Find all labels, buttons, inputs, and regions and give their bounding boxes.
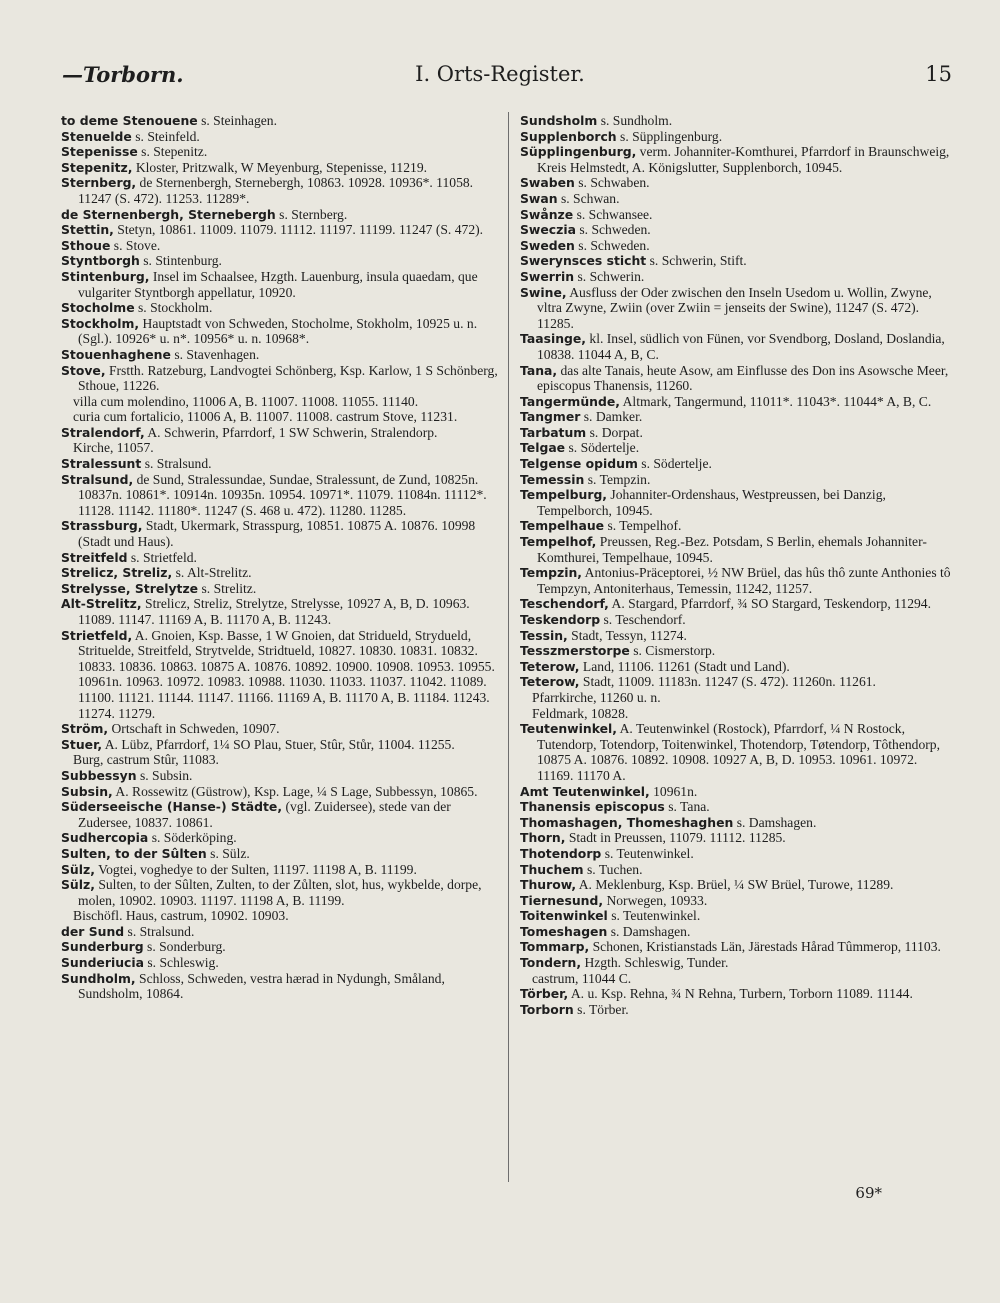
entry-text: s. Sundholm. <box>597 113 673 128</box>
entry-text: s. Tana. <box>664 799 710 815</box>
index-entry <box>520 784 953 800</box>
entry-text: A. Lübz, Pfarrdorf, 1¼ SO Plau, Stuer, Stûr, Stůr, 11004. 11255. <box>102 736 455 752</box>
entry-text: Stetyn, 10861. 11009. 11079. 11112. 11197. 11199. 11247 (S. 472). <box>113 222 484 238</box>
index-entry <box>520 908 953 924</box>
entry-headword: Sundsholm <box>520 113 598 128</box>
entry-text: Sulten, to der Sûlten, Zulten, to der Zůlten, slot, hus, wykbelde, dorpe, molen, 10902. 10903. 11197. 11198 A, B. 11199. <box>78 877 482 908</box>
entry-text: s. Söderköping. <box>148 830 237 846</box>
entry-headword: Streitfeld <box>61 549 128 565</box>
index-entry <box>61 784 499 800</box>
index-subentry: curia cum fortalicio, 11006 A, B. 11007. 11008. castrum Stove, 11231. <box>73 409 458 425</box>
index-entry <box>520 721 953 783</box>
entry-headword: Stockholm, <box>61 315 140 331</box>
entry-text: A. Meklenburg, Ksp. Brüel, ¼ SW Brüel, Turowe, 11289. <box>576 877 894 893</box>
index-entry <box>61 550 499 566</box>
index-entry <box>520 440 953 456</box>
entry-text: s. Tuchen. <box>583 861 643 877</box>
entry-headword: Tarbatum <box>520 424 587 440</box>
entry-headword: to deme Stenouene <box>61 113 198 128</box>
index-entry <box>520 628 953 644</box>
entry-text: s. Stralsund. <box>141 456 212 472</box>
index-entry <box>520 846 953 862</box>
entry-headword: Thorn, <box>520 830 566 846</box>
index-entry <box>61 737 499 753</box>
index-entry <box>520 331 953 362</box>
index-entry <box>520 986 953 1002</box>
entry-headword: Toitenwinkel <box>520 908 608 924</box>
printer-signature: 69* <box>855 1184 882 1202</box>
entry-headword: Stepenisse <box>61 144 138 160</box>
entry-headword: Strelysse, Strelytze <box>61 580 199 596</box>
entry-headword: Sternberg, <box>61 175 137 191</box>
entry-headword: Stintenburg, <box>61 268 150 284</box>
index-entry <box>61 830 499 846</box>
index-subentry: castrum, 11044 C. <box>532 970 632 986</box>
index-entry <box>520 877 953 893</box>
index-entry <box>61 316 499 347</box>
entry-headword: Strelicz, Streliz, <box>61 565 173 581</box>
entry-headword: Tessin, <box>520 627 568 643</box>
entry-headword: Stralendorf, <box>61 424 145 440</box>
index-entry <box>61 425 499 441</box>
index-entry <box>520 472 953 488</box>
index-entry <box>520 596 953 612</box>
index-entry <box>61 596 499 627</box>
entry-headword: Sunderiucia <box>61 955 144 971</box>
entry-text: s. Teutenwinkel. <box>601 845 694 861</box>
entry-text: Antonius-Präceptorei, ½ NW Brüel, das hûs thô zunte Anthonies tô Tempzyn, Antoniterhaus, Temessin, 11242, 11257. <box>537 565 951 596</box>
entry-text: s. Stockholm. <box>134 300 213 316</box>
index-entry <box>61 768 499 784</box>
entry-headword: Sulten, to der Sûlten <box>61 845 207 861</box>
index-entry <box>61 518 499 549</box>
index-entry <box>520 534 953 565</box>
entry-text: s. Dorpat. <box>586 424 643 440</box>
index-entry <box>520 456 953 472</box>
entry-headword: Teschendorf, <box>520 596 609 612</box>
entry-headword: Swerrin <box>520 268 575 284</box>
entry-headword: Stocholme <box>61 300 135 316</box>
index-entry <box>61 300 499 316</box>
index-entry <box>61 113 499 129</box>
index-entry <box>520 363 953 394</box>
entry-headword: Alt-Strelitz, <box>61 596 142 612</box>
entry-headword: Teterow, <box>520 674 580 690</box>
entry-headword: Strietfeld, <box>61 627 133 643</box>
entry-headword: Swan <box>520 190 558 206</box>
entry-headword: Sweczia <box>520 222 576 238</box>
entry-headword: Telgense opidum <box>520 456 638 472</box>
index-entry <box>520 939 953 955</box>
entry-headword: Teskendorp <box>520 612 601 627</box>
entry-headword: Süpplingenburg, <box>520 144 637 160</box>
entry-headword: Temessin <box>520 471 585 487</box>
entry-headword: Sunderburg <box>61 939 144 955</box>
index-entry <box>61 238 499 254</box>
index-entry <box>520 207 953 223</box>
entry-text: Stadt, Tessyn, 11274. <box>567 627 687 643</box>
index-subentry: Bischöfl. Haus, castrum, 10902. 10903. <box>73 908 289 924</box>
index-entry <box>520 830 953 846</box>
entry-headword: Thomashagen, Thomeshaghen <box>520 814 734 830</box>
index-entry <box>520 487 953 518</box>
entry-headword: Stouenhaghene <box>61 346 171 362</box>
index-entry <box>61 971 499 1002</box>
entry-text: s. Södertelje. <box>637 456 712 472</box>
entry-text: s. Sülz. <box>206 845 250 861</box>
page-number: 15 <box>925 62 952 86</box>
index-entry <box>520 113 953 129</box>
entry-headword: Tangermünde, <box>520 393 620 409</box>
entry-text: s. Tempelhof. <box>604 518 682 534</box>
entry-text: s. Damshagen. <box>733 814 817 830</box>
index-entry <box>61 862 499 878</box>
index-subentry: Burg, castrum Stûr, 11083. <box>73 752 219 768</box>
index-entry <box>520 285 953 332</box>
entry-text: Frstth. Ratzeburg, Landvogtei Schönberg, Ksp. Karlow, 1 S Schönberg, Sthoue, 11226. <box>78 362 498 394</box>
index-entry <box>520 129 953 145</box>
index-subentry: villa cum molendino, 11006 A, B. 11007. 11008. 11055. 11140. <box>73 393 419 409</box>
entry-headword: Sweden <box>520 237 575 253</box>
entry-text: Stadt in Preussen, 11079. 11112. 11285. <box>565 830 786 846</box>
index-entry <box>61 363 499 394</box>
entry-text: Land, 11106. 11261 (Stadt und Land). <box>579 658 790 674</box>
entry-text: kl. Insel, südlich von Fünen, vor Svendborg, Dosland, Doslandia, 10838. 11044 A, B, C. <box>537 331 945 362</box>
entry-text: 10961n. <box>649 783 698 799</box>
entry-headword: Stenuelde <box>61 128 132 144</box>
index-entry <box>61 144 499 160</box>
entry-text: s. Strietfeld. <box>127 549 197 565</box>
entry-headword: Tondern, <box>520 955 582 971</box>
index-entry <box>520 955 953 971</box>
index-entry <box>520 893 953 909</box>
entry-headword: Törber, <box>520 986 569 1002</box>
index-entry <box>61 207 499 223</box>
entry-text: s. Schweden. <box>574 237 650 253</box>
entry-text: Kloster, Pritzwalk, W Meyenburg, Stepenisse, 11219. <box>132 159 428 175</box>
index-entry <box>61 129 499 145</box>
index-entry <box>61 347 499 363</box>
index-entry <box>61 955 499 971</box>
index-entry <box>61 924 499 940</box>
index-entry <box>520 924 953 940</box>
index-entry <box>61 456 499 472</box>
index-entry <box>520 674 953 690</box>
entry-text: A. Gnoien, Ksp. Basse, 1 W Gnoien, dat Stridueld, Strydueld, Strituelde, Streitfeld, Strytvelde, Stridtueld, 10827. 10830. 10831. 10832. 10833. 10836. 10863. 10875 A. 10876. 10892. 10900. 10908. 10953. 10955. 10961n. 10963. 10972. 10983. 10988. 11030. 11033. 11037. 11042. 11089. 11100. 11121. 11144. 11147. 11166. 11169 A, B. 11170 A, B. 11184. 11243. 11274. 11279. <box>78 627 495 721</box>
entry-headword: Sthoue <box>61 237 111 253</box>
entry-headword: Tommarp, <box>520 939 590 955</box>
entry-headword: Sülz, <box>61 877 95 893</box>
entry-text: A. Rossewitz (Güstrow), Ksp. Lage, ¼ S Lage, Subbessyn, 10865. <box>112 783 478 799</box>
entry-headword: Thurow, <box>520 877 577 893</box>
entry-text: verm. Johanniter-Komthurei, Pfarrdorf in Braunschweig, Kreis Helmstedt, A. Königslutter, Supplenborch, 10945. <box>537 144 950 175</box>
index-entry <box>61 565 499 581</box>
index-subentry: Pfarrkirche, 11260 u. n. <box>532 689 661 705</box>
entry-text: s. Schwan. <box>557 190 620 206</box>
entry-text: s. Stintenburg. <box>139 253 222 269</box>
entry-text: s. Alt-Strelitz. <box>172 565 252 581</box>
entry-text: s. Subsin. <box>136 767 193 783</box>
entry-headword: Tomeshagen <box>520 923 608 939</box>
index-entry <box>520 799 953 815</box>
entry-text: s. Stavenhagen. <box>170 346 260 362</box>
index-subentry: Kirche, 11057. <box>73 440 154 456</box>
entry-text: Ausfluss der Oder zwischen den Inseln Usedom u. Wollin, Zwyne, vltra Zwyne, Zwiin (over Zwiin = jenseits der Swine), 11247 (S. 472). 11285. <box>537 284 932 331</box>
entry-headword: Teutenwinkel, <box>520 721 617 737</box>
column-divider <box>508 112 509 1182</box>
entry-headword: Süderseeische (Hanse-) Städte, <box>61 799 283 815</box>
entry-headword: Tempzin, <box>520 565 582 581</box>
entry-text: (vgl. Zuidersee), stede van der Zudersee, 10837. 10861. <box>78 799 451 830</box>
index-entry <box>61 253 499 269</box>
entry-text: s. Schweden. <box>575 222 651 238</box>
entry-text: A. Stargard, Pfarrdorf, ¾ SO Stargard, Teskendorp, 11294. <box>608 596 931 612</box>
entry-text: Vogtei, voghedye to der Sulten, 11197. 11198 A, B. 11199. <box>94 861 417 877</box>
entry-text: de Sund, Stralessundae, Sundae, Stralessunt, de Zund, 10825n. 10837n. 10861*. 10914n. 10935n. 10954. 10971*. 11079. 11084n. 11112*. 11128. 11142. 11180*. 11247 (S. 468 u. 472). 11280. 11285. <box>78 471 487 518</box>
entry-headword: Stralsund, <box>61 471 134 487</box>
entry-text: s. Cismerstorp. <box>629 643 716 659</box>
index-subentry: Feldmark, 10828. <box>532 705 629 721</box>
entry-text: s. Süpplingenburg. <box>616 128 723 144</box>
entry-headword: Tesszmerstorpe <box>520 643 630 659</box>
entry-headword: Tiernesund, <box>520 892 604 908</box>
index-entry <box>520 144 953 175</box>
index-entry <box>61 628 499 722</box>
index-entry <box>61 269 499 300</box>
entry-headword: Ström, <box>61 721 109 737</box>
entry-headword: Thotendorp <box>520 845 602 861</box>
entry-headword: Styntborgh <box>61 253 140 269</box>
entry-text: das alte Tanais, heute Asow, am Einflusse des Don ins Asowsche Meer, episcopus Thanensis, 11260. <box>537 362 949 394</box>
entry-text: s. Teutenwinkel. <box>607 908 701 924</box>
running-head-left: —Torborn. <box>62 62 184 87</box>
index-column-right <box>520 113 953 1017</box>
entry-text: Altmark, Tangermund, 11011*. 11043*. 11044* A, B, C. <box>619 393 932 409</box>
entry-text: s. Stralsund. <box>124 923 195 939</box>
entry-headword: Thanensis episcopus <box>520 799 665 815</box>
index-entry <box>61 175 499 206</box>
entry-text: s. Stove. <box>110 237 161 253</box>
index-entry <box>61 472 499 519</box>
index-entry <box>520 269 953 285</box>
entry-headword: Tempelhof, <box>520 534 597 550</box>
entry-headword: Stralessunt <box>61 456 142 472</box>
entry-text: Strelicz, Streliz, Strelytze, Strelysse, 10927 A, B, D. 10963. 11089. 11147. 11169 A, B. 11170 A, B. 11243. <box>78 596 470 627</box>
index-entry <box>520 394 953 410</box>
entry-headword: Sülz, <box>61 861 95 877</box>
entry-headword: Swerynsces sticht <box>520 253 647 269</box>
index-entry <box>520 643 953 659</box>
entry-headword: Tempelburg, <box>520 487 608 503</box>
index-entry <box>520 253 953 269</box>
entry-headword: Telgae <box>520 440 566 456</box>
index-entry <box>520 191 953 207</box>
entry-text: s. Steinhagen. <box>197 113 277 128</box>
entry-text: s. Teschendorf. <box>600 612 686 627</box>
index-entry <box>61 846 499 862</box>
entry-text: s. Sternberg. <box>275 206 348 222</box>
entry-text: s. Stepenitz. <box>137 144 208 160</box>
entry-headword: Subbessyn <box>61 767 137 783</box>
index-entry <box>520 862 953 878</box>
entry-headword: Stettin, <box>61 222 114 238</box>
entry-text: Schonen, Kristianstads Län, Järestads Hårad Tûmmerop, 11103. <box>589 939 941 955</box>
entry-text: A. u. Ksp. Rehna, ¾ N Rehna, Turbern, Torborn 11089. 11144. <box>568 986 913 1002</box>
entry-text: s. Schleswig. <box>143 955 219 971</box>
entry-text: s. Sonderburg. <box>143 939 226 955</box>
entry-text: s. Damker. <box>580 409 643 425</box>
entry-headword: Taasinge, <box>520 331 586 347</box>
entry-text: s. Schwansee. <box>573 206 653 222</box>
index-entry <box>520 175 953 191</box>
entry-text: Norwegen, 10933. <box>603 892 708 908</box>
entry-headword: Tempelhaue <box>520 518 605 534</box>
entry-text: Schloss, Schweden, vestra hærad in Nydungh, Småland, Sundsholm, 10864. <box>78 970 445 1002</box>
entry-text: A. Teutenwinkel (Rostock), Pfarrdorf, ¼ N Rostock, Tutendorp, Totendorp, Toitenwinkel, Thotendorp, Tøtendorp, Tôthendorp, 10875 A. 10876. 10892. 10908. 10927 A, B, D. 10953. 10961. 10972. 11169. 11170 A. <box>537 721 940 783</box>
index-entry <box>520 518 953 534</box>
entry-text: s. Schwerin, Stift. <box>646 253 747 269</box>
index-entry <box>520 815 953 831</box>
index-entry <box>520 222 953 238</box>
entry-headword: Stepenitz, <box>61 159 133 175</box>
index-entry <box>61 581 499 597</box>
running-head-title: I. Orts-Register. <box>415 62 585 86</box>
entry-text: Johanniter-Ordenshaus, Westpreussen, bei Danzig, Tempelborch, 10945. <box>537 487 886 518</box>
index-column-left <box>61 113 499 1002</box>
entry-headword: Amt Teutenwinkel, <box>520 783 650 799</box>
entry-headword: Strassburg, <box>61 518 143 534</box>
index-entry <box>61 799 499 830</box>
index-entry <box>61 721 499 737</box>
index-entry <box>520 238 953 254</box>
entry-headword: Tana, <box>520 362 558 378</box>
index-entry <box>61 877 499 908</box>
entry-text: s. Schwerin. <box>574 268 645 284</box>
entry-headword: de Sternenbergh, Sternebergh <box>61 206 276 222</box>
entry-text: s. Damshagen. <box>607 923 691 939</box>
entry-headword: Swaben <box>520 175 575 191</box>
entry-text: Hzgth. Schleswig, Tunder. <box>581 955 729 971</box>
entry-headword: Stove, <box>61 362 106 378</box>
index-entry <box>520 1002 953 1018</box>
entry-text: Stadt, Ukermark, Strasspurg, 10851. 10875 A. 10876. 10998 (Stadt und Haus). <box>78 518 476 550</box>
index-entry <box>61 222 499 238</box>
entry-text: Hauptstadt von Schweden, Stocholme, Stokholm, 10925 u. n. (Sgl.). 10926* u. n*. 10956* u. n. 10968*. <box>78 315 478 347</box>
entry-headword: Swine, <box>520 284 567 300</box>
index-entry <box>520 612 953 628</box>
index-entry <box>520 409 953 425</box>
entry-headword: Tangmer <box>520 409 581 425</box>
entry-headword: Stuer, <box>61 736 103 752</box>
entry-text: s. Tempzin. <box>584 471 651 487</box>
entry-text: s. Strelitz. <box>198 580 257 596</box>
entry-headword: Swånze <box>520 206 574 222</box>
entry-text: Preussen, Reg.-Bez. Potsdam, S Berlin, ehemals Johanniter-Komthurei, Tempelhaue, 10945. <box>537 534 927 565</box>
entry-text: s. Södertelje. <box>565 440 640 456</box>
entry-headword: Torborn <box>520 1001 574 1017</box>
index-entry <box>520 659 953 675</box>
entry-headword: der Sund <box>61 923 125 939</box>
entry-text: s. Steinfeld. <box>131 128 200 144</box>
entry-text: Ortschaft in Schweden, 10907. <box>108 721 280 737</box>
entry-text: A. Schwerin, Pfarrdorf, 1 SW Schwerin, Stralendorp. <box>144 424 438 440</box>
entry-headword: Teterow, <box>520 658 580 674</box>
entry-headword: Supplenborch <box>520 128 617 144</box>
entry-headword: Subsin, <box>61 783 113 799</box>
entry-headword: Thuchem <box>520 861 584 877</box>
index-entry <box>61 939 499 955</box>
entry-text: de Sternenbergh, Sternebergh, 10863. 10928. 10936*. 11058. 11247 (S. 472). 11253. 11289*. <box>78 175 474 206</box>
index-entry <box>520 565 953 596</box>
index-entry <box>61 160 499 176</box>
entry-headword: Sundholm, <box>61 970 136 986</box>
entry-text: s. Schwaben. <box>574 175 650 191</box>
entry-text: s. Törber. <box>573 1001 629 1017</box>
index-entry <box>520 425 953 441</box>
entry-text: Stadt, 11009. 11183n. 11247 (S. 472). 11260n. 11261. <box>579 674 876 690</box>
entry-text: Insel im Schaalsee, Hzgth. Lauenburg, insula quaedam, que vulgariter Styntborgh appellatur, 10920. <box>78 268 478 300</box>
entry-headword: Sudhercopia <box>61 830 149 846</box>
